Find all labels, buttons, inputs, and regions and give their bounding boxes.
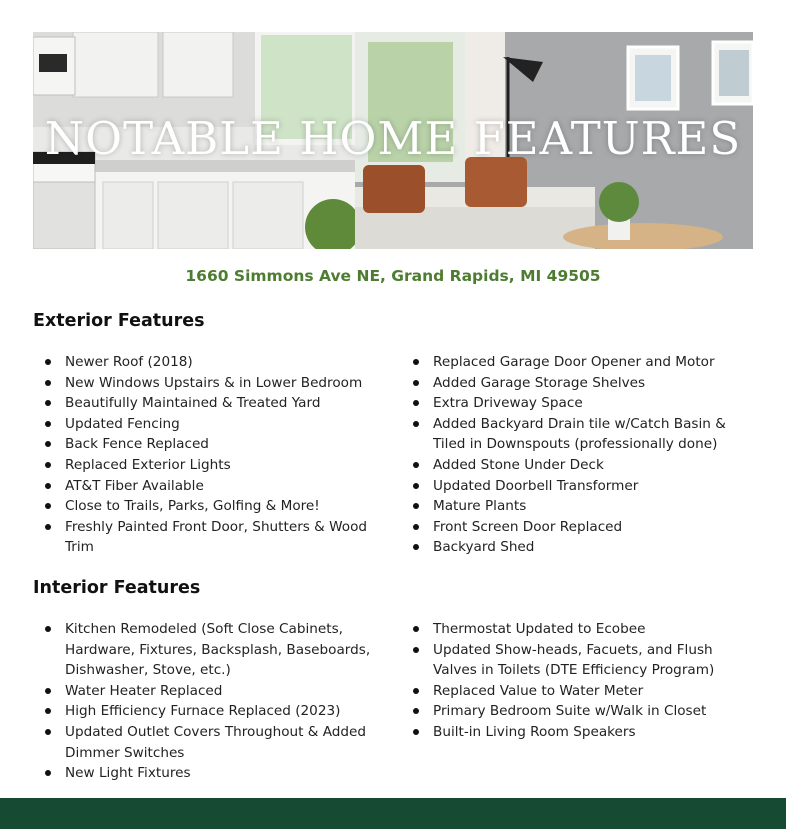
- exterior-list-right: [401, 352, 741, 558]
- list-item: Kitchen Remodeled (Soft Close Cabinets, Hardware, Fixtures, Backsplash, Baseboards, Dishwasher, Stove, etc.): [33, 619, 378, 681]
- list-item: Added Garage Storage Shelves: [401, 373, 741, 394]
- interior-heading: Interior Features: [33, 578, 201, 598]
- list-item: Beautifully Maintained & Treated Yard: [33, 393, 378, 414]
- list-item: High Efficiency Furnace Replaced (2023): [33, 701, 378, 722]
- list-item: Updated Fencing: [33, 414, 378, 435]
- list-item: Back Fence Replaced: [33, 434, 378, 455]
- interior-list-right: [401, 619, 741, 743]
- list-item: New Light Fixtures: [33, 763, 378, 784]
- list-item: Thermostat Updated to Ecobee: [401, 619, 741, 640]
- exterior-list-left: [33, 352, 378, 558]
- list-item: AT&T Fiber Available: [33, 476, 378, 497]
- list-item: Added Backyard Drain tile w/Catch Basin & Tiled in Downspouts (professionally done): [401, 414, 741, 455]
- list-item: Water Heater Replaced: [33, 681, 378, 702]
- hero-banner: [33, 32, 753, 249]
- exterior-heading: Exterior Features: [33, 311, 205, 331]
- list-item: Newer Roof (2018): [33, 352, 378, 373]
- list-item: Updated Show-heads, Facuets, and Flush Valves in Toilets (DTE Efficiency Program): [401, 640, 741, 681]
- list-item: Updated Doorbell Transformer: [401, 476, 741, 497]
- list-item: Mature Plants: [401, 496, 741, 517]
- hero-title: NOTABLE HOME FEATURES: [44, 112, 742, 165]
- list-item: Extra Driveway Space: [401, 393, 741, 414]
- list-item: Replaced Value to Water Meter: [401, 681, 741, 702]
- list-item: Primary Bedroom Suite w/Walk in Closet: [401, 701, 741, 722]
- list-item: Front Screen Door Replaced: [401, 517, 741, 538]
- list-item: Freshly Painted Front Door, Shutters & Wood Trim: [33, 517, 378, 558]
- list-item: Replaced Exterior Lights: [33, 455, 378, 476]
- list-item: Built-in Living Room Speakers: [401, 722, 741, 743]
- list-item: Close to Trails, Parks, Golfing & More!: [33, 496, 378, 517]
- property-address: 1660 Simmons Ave NE, Grand Rapids, MI 49505: [185, 267, 601, 285]
- list-item: Added Stone Under Deck: [401, 455, 741, 476]
- list-item: New Windows Upstairs & in Lower Bedroom: [33, 373, 378, 394]
- footer-bar: [0, 798, 786, 829]
- list-item: Replaced Garage Door Opener and Motor: [401, 352, 741, 373]
- interior-list-left: [33, 619, 378, 784]
- list-item: Backyard Shed: [401, 537, 741, 558]
- list-item: Updated Outlet Covers Throughout & Added Dimmer Switches: [33, 722, 378, 763]
